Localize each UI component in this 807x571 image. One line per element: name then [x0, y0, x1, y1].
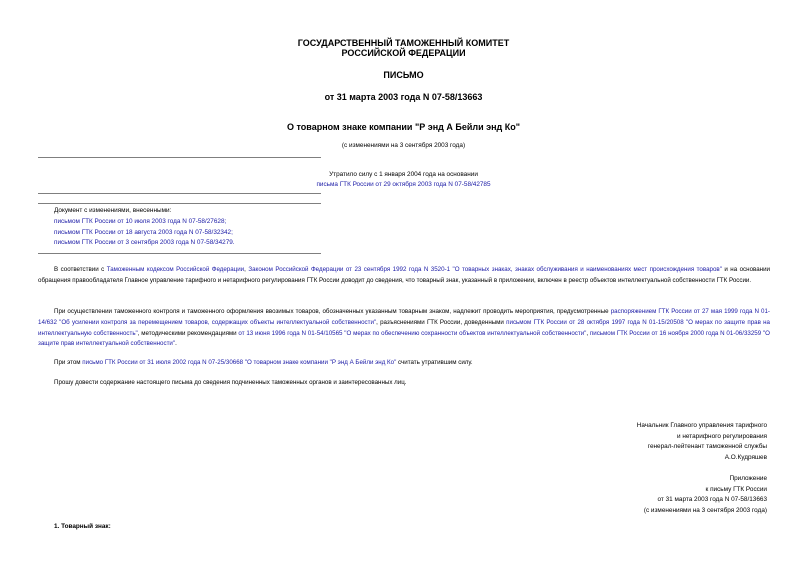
changes-link[interactable]: письмом ГТК России от 10 июля 2003 года N 07-58/27628; [54, 217, 227, 225]
text-run: и на основании обращения правообладателя Главное управление тарифного и нетарифного регулирования ГТК России доводит до сведения, что товарный знак, указанный в приложении, включен в реестр объектов интеллектуальной собственности ГТК России. [38, 266, 770, 284]
divider [38, 193, 321, 194]
text-run: считать утратившим силу. [396, 359, 473, 366]
text-run: В соответствии с [54, 266, 107, 273]
changes-intro: Документ с изменениями, внесенными: [54, 207, 172, 214]
divider [38, 157, 321, 158]
appendix-block [644, 474, 767, 516]
paragraph-1 [38, 265, 770, 287]
text-run: При осуществлении таможенного контроля и таможенного оформления ввозимых товаров, обозначенных указанным товарным знаком, надлежит проводить мероприятия, предусмотренные [54, 308, 611, 315]
changes-link[interactable]: письмом ГТК России от 3 сентября 2003 года N 07-58/34279. [54, 239, 235, 247]
letter-1997-link[interactable]: письмом ГТК России от 28 октября 1997 года N 01-15/20508 "О мерах по защите прав на интеллектуальную собственность" [38, 318, 770, 337]
signature-line: генерал-лейтенант таможенной службы [647, 443, 767, 450]
expired-link[interactable]: письма ГТК России от 29 октября 2003 года N 07-58/42785 [316, 181, 491, 188]
text-run: . [175, 340, 177, 348]
signature-line: и нетарифного регулирования [677, 432, 767, 440]
text-run: При этом [54, 359, 83, 366]
section-heading: 1. Товарный знак: [54, 523, 111, 530]
order-1999-link[interactable]: распоряжением ГТК России от 27 мая 1999 года N 01-14/632 "Об усилении контроля за перемещением товаров, содержащих объекты интеллектуальной собственности" [38, 308, 770, 326]
appendix-line: (с изменениями на 3 сентября 2003 года) [643, 506, 767, 514]
doc-date-number: от 31 марта 2003 года N 07-58/13663 [324, 92, 483, 102]
expired-text: Утратило силу с 1 января 2004 года на основании [329, 171, 478, 178]
paragraph-3 [38, 358, 770, 369]
doc-type: ПИСЬМО [383, 70, 424, 80]
signature-name: А.О.Кудряшев [724, 453, 767, 461]
paragraph-4: Прошу довести содержание настоящего письма до сведения подчиненных таможенных органов и заинтересованных лиц. [54, 379, 407, 386]
appendix-line: к письму ГТК России [705, 485, 767, 493]
customs-code-link[interactable]: Таможенным кодексом Российской Федерации [106, 266, 245, 273]
changes-link[interactable]: письмом ГТК России от 18 августа 2003 года N 07-58/32342; [54, 228, 233, 236]
text-run: , разъяснениями ГТК России, доведенными [376, 318, 507, 326]
appendix-line: Приложение [729, 475, 767, 482]
letter-2002-link[interactable]: письмо ГТК России от 31 июля 2002 года N 07-25/30668 "О товарном знаке компании "Р энд А Бейли энд Ко" [82, 359, 397, 366]
text-run: , [586, 329, 590, 337]
text-run: , [244, 266, 249, 273]
paragraph-2 [38, 307, 770, 350]
text-run: , методическими рекомендациями [137, 329, 239, 337]
divider [38, 253, 321, 254]
signature-line: Начальник Главного управления тарифного [636, 422, 767, 429]
amendment-note: (с изменениями на 3 сентября 2003 года) [341, 142, 466, 149]
changes-block [54, 206, 235, 249]
org-name-line2: РОССИЙСКОЙ ФЕДЕРАЦИИ [341, 48, 466, 58]
divider [38, 203, 321, 204]
appendix-line: от 31 марта 2003 года N 07-58/13663 [657, 496, 767, 503]
org-name-line1: ГОСУДАРСТВЕННЫЙ ТАМОЖЕННЫЙ КОМИТЕТ [297, 38, 510, 48]
signature-block [637, 421, 767, 463]
recommendations-1996-link[interactable]: от 13 июня 1996 года N 01-54/10565 "О мерах по обеспечению сохранности объектов интеллектуальной собственности" [238, 329, 587, 337]
trademark-law-link[interactable]: Законом Российской Федерации от 23 сентября 1992 года N 3520-1 "О товарных знаках, знаках обслуживания и наименованиях мест происхождения товаров" [248, 266, 722, 273]
doc-title: О товарном знаке компании "Р энд А Бейли энд Ко" [287, 122, 520, 132]
letter-2000-link[interactable]: письмом ГТК России от 16 ноября 2000 года N 01-06/33259 "О защите прав интеллектуальной собственности" [38, 329, 770, 348]
